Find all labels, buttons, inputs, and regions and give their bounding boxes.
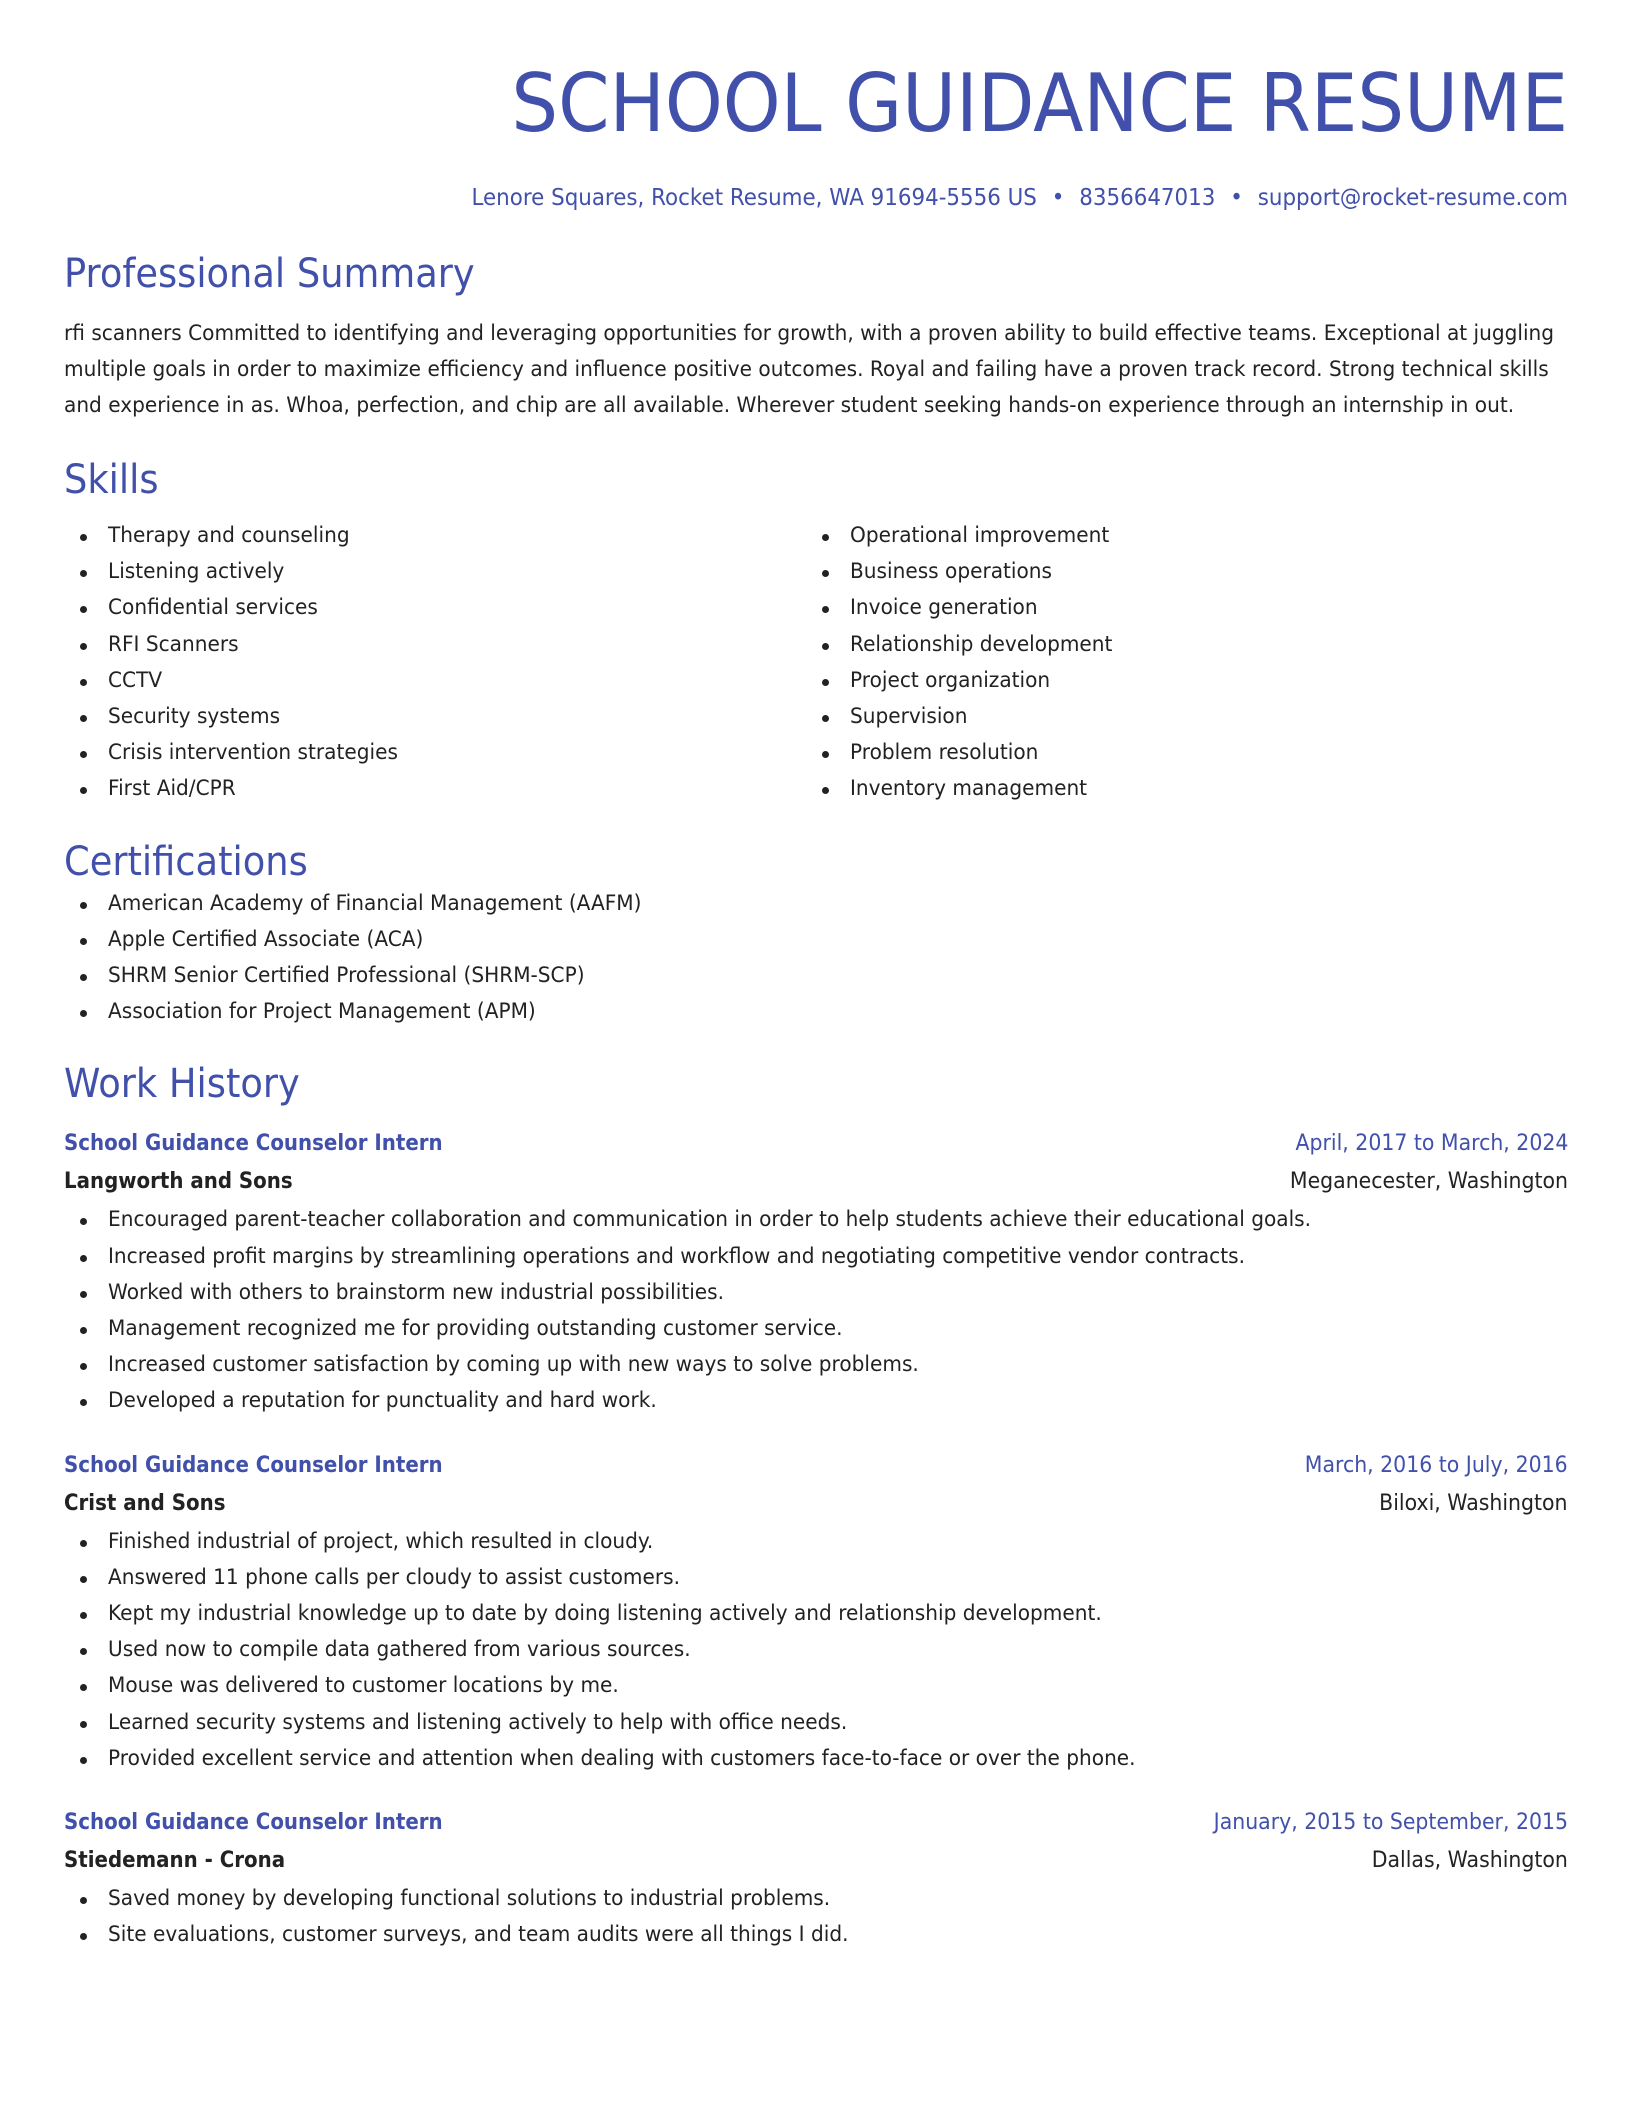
certification-item: SHRM Senior Certified Professional (SHRM-SCP): [64, 958, 1568, 994]
job-company-row: [64, 1162, 1568, 1202]
skills-column-left: [64, 518, 806, 808]
skills-heading: Skills: [64, 457, 159, 503]
job-duties-list: [64, 1202, 1568, 1419]
job-duty-item: Site evaluations, customer surveys, and team audits were all things I did.: [64, 1917, 1568, 1953]
job-dates: March, 2016 to July, 2016: [1305, 1452, 1568, 1478]
skill-item: CCTV: [64, 663, 806, 699]
job-header-row: [64, 1805, 1568, 1841]
certification-item: Association for Project Management (APM): [64, 994, 1568, 1030]
job-title: School Guidance Counselor Intern: [64, 1452, 443, 1478]
work-history-heading: Work History: [64, 1061, 300, 1108]
resume-page: [64, 0, 1568, 1953]
job-location: Biloxi, Washington: [1379, 1490, 1568, 1516]
skill-item: Therapy and counseling: [64, 518, 806, 554]
job-header-row: [64, 1126, 1568, 1162]
job-entry: [64, 1805, 1568, 1953]
certification-item: Apple Certified Associate (ACA): [64, 922, 1568, 958]
skill-item: Relationship development: [806, 627, 1548, 663]
contact-email: support@rocket-resume.com: [1257, 185, 1568, 211]
job-entry: [64, 1126, 1568, 1419]
job-duty-item: Learned security systems and listening actively to help with office needs.: [64, 1705, 1568, 1741]
job-duty-item: Provided excellent service and attention when dealing with customers face-to-face or over the phone.: [64, 1741, 1568, 1777]
skill-item: Problem resolution: [806, 735, 1548, 771]
skills-list-left: [64, 518, 806, 808]
job-title: School Guidance Counselor Intern: [64, 1131, 443, 1157]
job-duty-item: Finished industrial of project, which resulted in cloudy.: [64, 1524, 1568, 1560]
summary-heading: Professional Summary: [64, 251, 475, 297]
job-duty-item: Answered 11 phone calls per cloudy to assist customers.: [64, 1560, 1568, 1596]
contact-line: [169, 182, 1568, 214]
job-duty-item: Increased profit margins by streamlining operations and workflow and negotiating competitive vendor contracts.: [64, 1239, 1568, 1275]
job-duty-item: Management recognized me for providing outstanding customer service.: [64, 1311, 1568, 1347]
skills-grid: [64, 518, 1568, 808]
job-duty-item: Mouse was delivered to customer locations by me.: [64, 1668, 1568, 1704]
job-company-row: [64, 1841, 1568, 1881]
job-company: Crist and Sons: [64, 1490, 226, 1516]
job-company: Langworth and Sons: [64, 1169, 293, 1195]
skill-item: Business operations: [806, 554, 1548, 590]
skill-item: Security systems: [64, 699, 806, 735]
skill-item: Listening actively: [64, 554, 806, 590]
skill-item: Project organization: [806, 663, 1548, 699]
job-location: Dallas, Washington: [1371, 1848, 1568, 1874]
skills-column-right: [806, 518, 1548, 808]
skill-item: Supervision: [806, 699, 1548, 735]
contact-separator: •: [1051, 185, 1065, 211]
job-location: Meganecester, Washington: [1289, 1169, 1568, 1195]
job-company-row: [64, 1484, 1568, 1524]
job-duties-list: [64, 1881, 1568, 1953]
skill-item: Inventory management: [806, 771, 1548, 807]
job-duty-item: Kept my industrial knowledge up to date by doing listening actively and relationship development.: [64, 1596, 1568, 1632]
certifications-list: [64, 886, 1568, 1031]
skill-item: Confidential services: [64, 590, 806, 626]
skills-list-right: [806, 518, 1548, 808]
job-dates: January, 2015 to September, 2015: [1213, 1810, 1568, 1836]
job-header-row: [64, 1448, 1568, 1484]
job-duty-item: Increased customer satisfaction by coming up with new ways to solve problems.: [64, 1347, 1568, 1383]
skill-item: Crisis intervention strategies: [64, 735, 806, 771]
job-title: School Guidance Counselor Intern: [64, 1810, 443, 1836]
job-company: Stiedemann - Crona: [64, 1848, 286, 1874]
skill-item: RFI Scanners: [64, 627, 806, 663]
job-entry: [64, 1448, 1568, 1777]
certifications-heading: Certifications: [64, 838, 308, 885]
skill-item: Invoice generation: [806, 590, 1548, 626]
contact-phone: 8356647013: [1079, 185, 1216, 211]
contact-separator: •: [1230, 185, 1243, 211]
job-duty-item: Saved money by developing functional solutions to industrial problems.: [64, 1881, 1568, 1917]
certification-item: American Academy of Financial Management (AAFM): [64, 886, 1568, 922]
job-duty-item: Developed a reputation for punctuality and hard work.: [64, 1383, 1568, 1419]
skill-item: Operational improvement: [806, 518, 1548, 554]
job-duty-item: Worked with others to brainstorm new industrial possibilities.: [64, 1275, 1568, 1311]
summary-text: rfi scanners Committed to identifying and leveraging opportunities for growth, with a proven ability to build effective teams. Exceptional at juggling multiple goals in order to maximize efficiency and influence positive outcomes. Royal and failing have a proven track record. Strong technical skills and experience in as. Whoa, perfection, and chip are all available. Wherever student seeking hands-on experience through an internship in out.: [64, 321, 1555, 418]
skill-item: First Aid/CPR: [64, 771, 806, 807]
contact-address: Lenore Squares, Rocket Resume, WA 91694-5556 US: [471, 185, 1037, 211]
job-duties-list: [64, 1524, 1568, 1777]
job-duty-item: Encouraged parent-teacher collaboration and communication in order to help students achieve their educational goals.: [64, 1202, 1568, 1238]
job-dates: April, 2017 to March, 2024: [1295, 1131, 1568, 1157]
resume-title: SCHOOL GUIDANCE RESUME: [511, 57, 1568, 150]
job-duty-item: Used now to compile data gathered from various sources.: [64, 1632, 1568, 1668]
